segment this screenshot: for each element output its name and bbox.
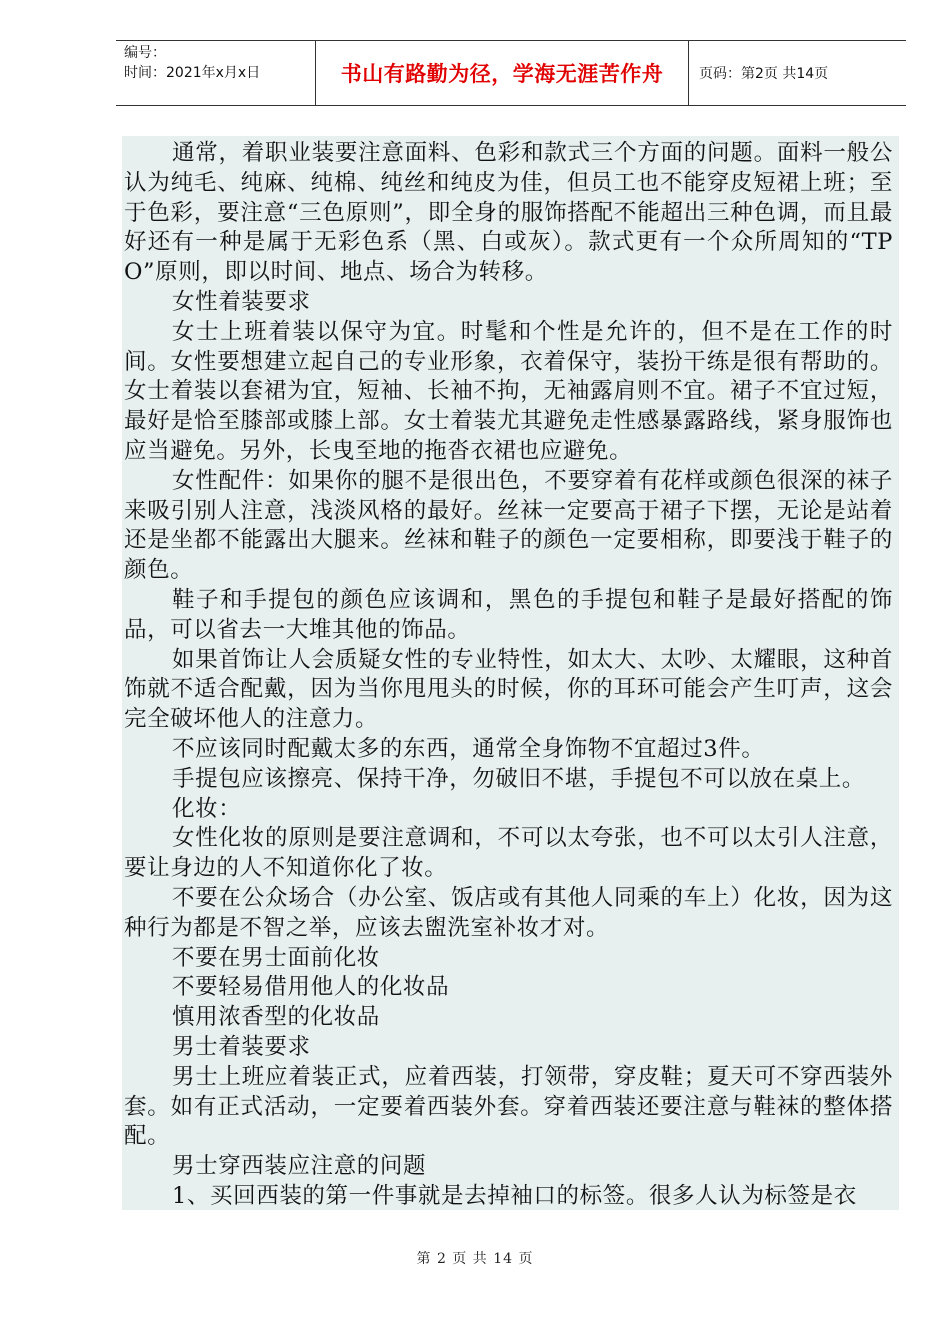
header-motto: 书山有路勤为径，学海无涯苦作舟 [316,41,689,105]
paragraph-makeup-borrow: 不要轻易借用他人的化妆品 [172,974,450,1001]
paragraph-makeup-public: 不要在公众场合（办公室、饭店或有其他人同乘的车上）化妆，因为这种行为都是不智之举，应该去盥洗室补妆才对。 [124,884,893,941]
paragraph-women-dress: 女士上班着装以保守为宜。时髦和个性是允许的，但不是在工作的时间。女性要想建立起自己的专业形象，衣着保守，装扮干练是很有帮助的。女士着装以套裙为宜，短袖、长袖不拘，无袖露肩则不宜。裙子不宜过短，最好是恰至膝部或膝上部。女士着装尤其避免走性感暴露路线，紧身服饰也应当避免。另外，长曳至地的拖沓衣裙也应避免。 [124,318,893,464]
paragraph-makeup-men: 不要在男士面前化妆 [172,944,380,971]
paragraph-jewelry: 如果首饰让人会质疑女性的专业特性，如太大、太吵、太耀眼，这种首饰就不适合配戴，因为当你甩甩头的时候，你的耳环可能会产生叮声，这会完全破坏他人的注意力。 [124,646,893,733]
paragraph-women-accessories: 女性配件：如果你的腿不是很出色，不要穿着有花样或颜色很深的袜子来吸引别人注意，浅淡风格的最好。丝袜一定要高于裙子下摆，无论是站着还是坐都不能露出大腿来。丝袜和鞋子的颜色一定要相称，即要浅于鞋子的颜色。 [124,467,893,584]
document-number-label: 编号： [124,45,166,61]
page-header [116,40,906,106]
paragraph-men-dress: 男士上班应着装正式，应着西装，打领带，穿皮鞋；夏天可不穿西装外套。如有正式活动，一定要着西装外套。穿着西装还要注意与鞋袜的整体搭配。 [124,1063,893,1150]
paragraph-accessory-limit: 不应该同时配戴太多的东西，通常全身饰物不宜超过3件。 [172,735,765,762]
header-meta [116,41,316,105]
paragraph-handbag-care: 手提包应该擦亮、保持干净，勿破旧不堪，手提包不可以放在桌上。 [172,765,866,792]
document-time-label: 时间：2021年x月x日 [124,65,261,81]
paragraph-shoes-handbag: 鞋子和手提包的颜色应该调和，黑色的手提包和鞋子是最好搭配的饰品，可以省去一大堆其他的饰品。 [124,586,893,643]
paragraph-suit-label: 1、买回西装的第一件事就是去掉袖口的标签。很多人认为标签是衣 [172,1182,857,1209]
document-body [122,136,899,1210]
paragraph-makeup-fragrance: 慎用浓香型的化妆品 [172,1004,380,1031]
page-footer: 第 2 页 共 14 页 [416,1251,534,1267]
paragraph-makeup-principle: 女性化妆的原则是要注意调和，不可以太夸张，也不可以太引人注意，要让身边的人不知道你化了妆。 [124,825,893,882]
heading-men-suit-issues: 男士穿西装应注意的问题 [172,1153,427,1180]
header-page-info: 页码：第2页 共14页 [699,66,829,82]
heading-men-dress: 男士着装要求 [172,1033,311,1060]
heading-women-dress: 女性着装要求 [172,288,311,315]
paragraph-intro: 通常，着职业装要注意面料、色彩和款式三个方面的问题。面料一般公认为纯毛、纯麻、纯棉、纯丝和纯皮为佳，但员工也不能穿皮短裙上班；至于色彩，要注意“三色原则”，即全身的服饰搭配不能超出三种色调，而且最好还有一种是属于无彩色系（黑、白或灰）。款式更有一个众所周知的“TPO”原则，即以时间、地点、场合为转移。 [124,140,893,286]
heading-makeup: 化妆： [172,795,242,822]
